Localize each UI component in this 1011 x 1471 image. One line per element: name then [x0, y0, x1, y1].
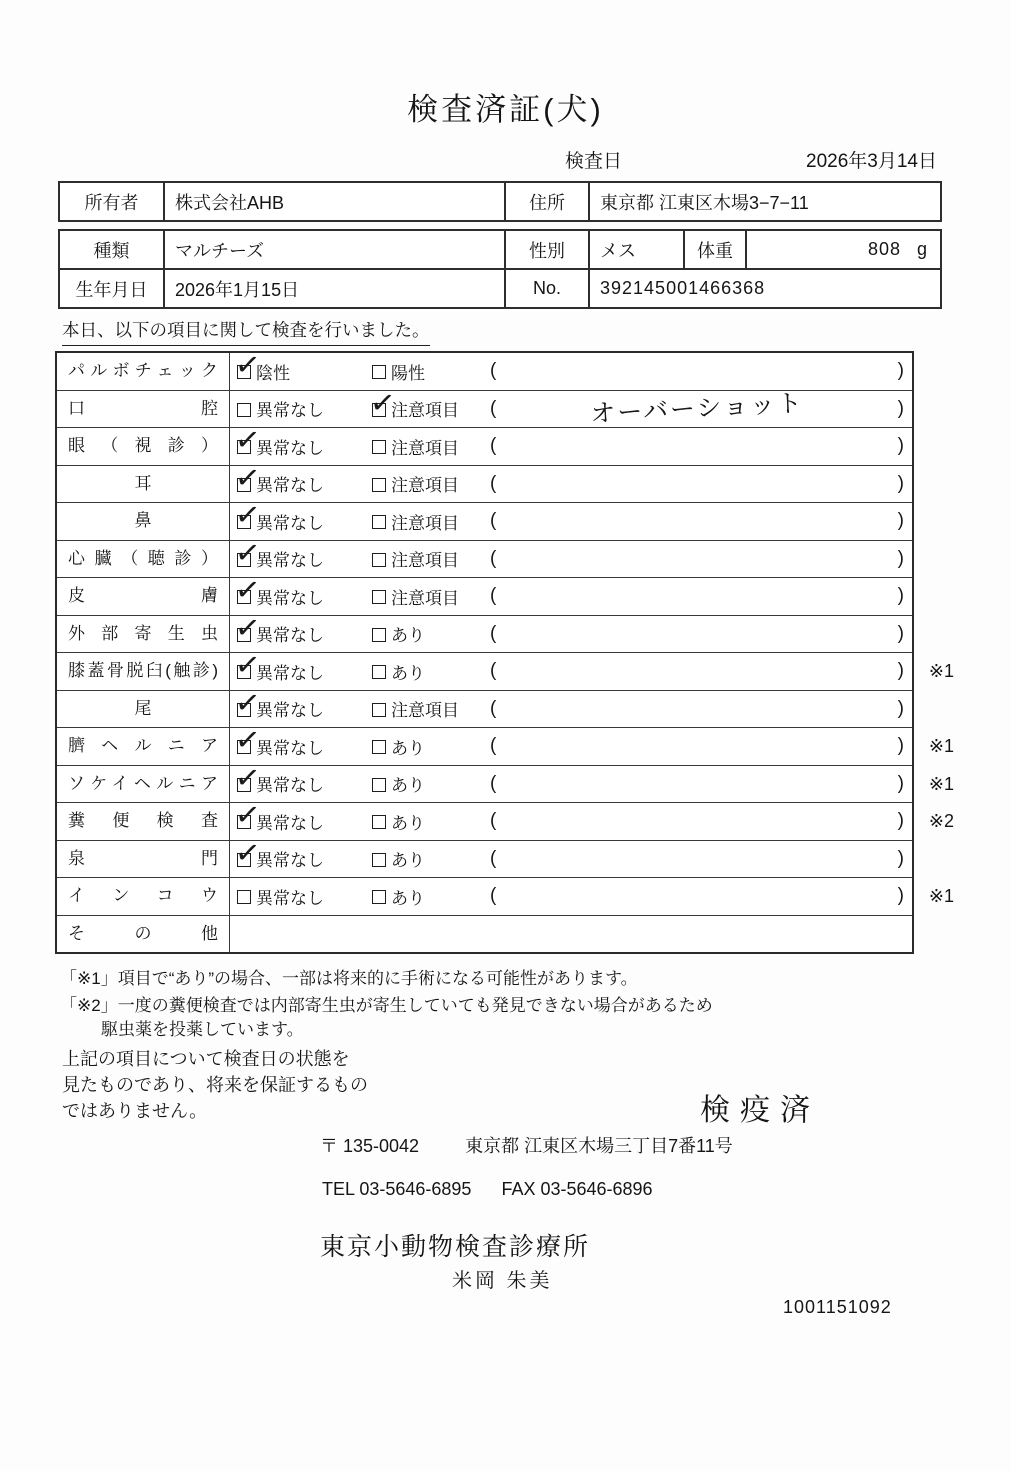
remarks-field [490, 616, 904, 653]
option-1 [233, 422, 324, 465]
address-value: 東京都 江東区木場3−7−11 [600, 192, 809, 213]
item-label: 糞便検査 [57, 803, 230, 840]
paren-close: ) [897, 735, 904, 757]
checkbox-icon [233, 647, 263, 684]
option-label: 異常なし [256, 476, 324, 496]
item-result-area [230, 916, 912, 953]
paren-close: ) [897, 547, 904, 569]
owner-table [58, 181, 942, 222]
option-1 [233, 647, 324, 690]
option-1 [233, 797, 324, 840]
option-label: 異常なし [256, 776, 324, 796]
item-label: パルボチェック [57, 353, 230, 390]
checkbox-icon [233, 797, 263, 834]
option-2 [372, 803, 425, 840]
checklist-row [57, 385, 912, 429]
item-result-area [230, 535, 912, 578]
check-mark: ✓ [368, 385, 398, 422]
breed-label: 種類 [60, 231, 165, 268]
paren-close: ) [897, 397, 904, 419]
check-mark: ✓ [233, 460, 263, 497]
checklist-row [57, 835, 912, 879]
sex-label: 性別 [506, 231, 590, 268]
page-title: 検査済証(犬) [407, 92, 604, 127]
option-1 [233, 497, 324, 540]
disclaimer-line: 上記の項目について検査日の状態を [62, 1049, 350, 1069]
option-label: 異常なし [256, 588, 324, 608]
checkbox-icon [233, 835, 263, 872]
paren-open: ( [490, 585, 497, 607]
option-1 [233, 760, 324, 803]
clinic-address: 東京都 江東区木場三丁目7番11号 [465, 1136, 733, 1156]
remarks-field [490, 766, 904, 803]
birth-label: 生年月日 [60, 270, 165, 307]
option-label: 異常なし [256, 663, 324, 683]
option-1 [233, 610, 324, 653]
no-label: No. [506, 270, 590, 307]
checkbox-icon [372, 853, 386, 867]
option-2 [372, 691, 459, 728]
item-result-area [230, 497, 912, 540]
paren-open: ( [490, 772, 497, 794]
remarks-field [490, 428, 904, 465]
remarks-field [490, 653, 904, 690]
paren-open: ( [490, 472, 497, 494]
paren-open: ( [490, 660, 497, 682]
clinic-contact-row [322, 1179, 653, 1200]
option-label: 注意項目 [391, 701, 459, 721]
paren-close: ) [897, 697, 904, 719]
clinic-fax: FAX 03-5646-6896 [501, 1179, 653, 1199]
checkbox-icon [233, 497, 263, 534]
check-mark: ✓ [233, 647, 263, 684]
checkbox-icon [233, 535, 263, 572]
checklist-row [57, 760, 954, 804]
option-label: 注意項目 [391, 513, 459, 533]
option-label: あり [391, 888, 425, 908]
option-label: 異常なし [256, 851, 324, 871]
option-label: あり [391, 663, 425, 683]
remarks-field [490, 728, 904, 765]
option-label: 注意項目 [391, 551, 459, 571]
weight-value [747, 231, 940, 268]
checkbox-icon [233, 722, 263, 759]
item-result-area [230, 878, 912, 915]
option-2 [372, 353, 425, 390]
checkbox-icon [372, 740, 386, 754]
item-label: インコウ [57, 878, 230, 915]
item-label: 膝蓋骨脱臼(触診) [57, 653, 230, 690]
weight-number: 808 [867, 239, 901, 259]
item-label: 口腔 [57, 391, 230, 428]
checkbox-icon [372, 778, 386, 792]
footnote-mark: ※2 [928, 811, 954, 831]
option-2 [372, 616, 425, 653]
option-1 [237, 878, 324, 915]
disclaimer-line: ではありません。 [62, 1101, 208, 1121]
item-result-area [230, 685, 912, 728]
checkbox-icon [233, 760, 263, 797]
item-result-area [230, 460, 912, 503]
checklist-row [57, 497, 912, 541]
item-label: 耳 [57, 466, 230, 503]
item-result-area [230, 647, 912, 690]
checklist-row [57, 685, 912, 729]
checkbox-icon [233, 685, 263, 722]
checkbox-icon [372, 703, 386, 717]
checkbox-icon [233, 422, 263, 459]
item-result-area [230, 797, 912, 840]
option-2 [372, 766, 425, 803]
option-label: 注意項目 [391, 588, 459, 608]
clinic-tel: TEL 03-5646-6895 [322, 1179, 472, 1199]
footnote-2-continued: 駆虫薬を投薬しています。 [101, 1020, 304, 1039]
check-mark: ✓ [233, 347, 263, 384]
option-label: 注意項目 [391, 438, 459, 458]
paren-close: ) [897, 435, 904, 457]
option-label: 陽性 [391, 363, 425, 383]
checkbox-icon [372, 628, 386, 642]
paren-open: ( [490, 547, 497, 569]
footnote-mark: ※1 [928, 661, 954, 681]
check-mark: ✓ [233, 610, 263, 647]
checklist-table [55, 347, 954, 954]
option-2 [372, 578, 459, 615]
inspection-date [565, 146, 937, 173]
item-label: 心臓（聴診） [57, 541, 230, 578]
item-result-area [230, 572, 912, 615]
checkbox-icon [372, 515, 386, 529]
option-label: 陰性 [256, 363, 290, 383]
option-2 [372, 541, 459, 578]
address-label: 住所 [506, 183, 590, 220]
paren-close: ) [897, 885, 904, 907]
option-label: あり [391, 851, 425, 871]
option-2 [372, 728, 425, 765]
checklist-row [57, 535, 912, 579]
checklist-row [57, 916, 912, 953]
option-label: あり [391, 626, 425, 646]
paren-open: ( [490, 397, 497, 419]
paren-open: ( [490, 697, 497, 719]
paren-open: ( [490, 810, 497, 832]
option-label: 異常なし [256, 626, 324, 646]
option-2 [372, 878, 425, 915]
checkbox-icon [233, 572, 263, 609]
remarks-field [490, 841, 904, 878]
option-2 [372, 428, 459, 465]
item-label: 尾 [57, 691, 230, 728]
remarks-field [490, 578, 904, 615]
option-label: 異常なし [256, 401, 324, 421]
paren-open: ( [490, 360, 497, 382]
option-label: 異常なし [256, 438, 324, 458]
inspection-date-label: 検査日 [565, 151, 623, 172]
birth-value: 2026年1月15日 [165, 270, 506, 307]
checkbox-icon [233, 610, 263, 647]
checklist-row [57, 722, 954, 766]
option-1 [233, 535, 324, 578]
item-label: 皮膚 [57, 578, 230, 615]
option-2 [372, 466, 459, 503]
paren-close: ) [897, 510, 904, 532]
remarks-field [490, 466, 904, 503]
paren-close: ) [897, 622, 904, 644]
checkbox-icon [372, 890, 386, 904]
intro-text: 本日、以下の項目に関して検査を行いました。 [62, 317, 430, 346]
item-label: 臍ヘルニア [57, 728, 230, 765]
check-mark: ✓ [233, 722, 263, 759]
option-1 [233, 685, 324, 728]
checklist-row [57, 460, 912, 504]
footnote-2: 「※2」一度の糞便検査では内部寄生虫が寄生していても発見できない場合があるため [60, 996, 713, 1015]
paren-close: ) [897, 847, 904, 869]
option-label: 異常なし [256, 738, 324, 758]
item-label: その他 [57, 916, 230, 953]
option-label: 注意項目 [391, 401, 459, 421]
paren-open: ( [490, 510, 497, 532]
footnote-1: 「※1」項目で“あり”の場合、一部は将来的に手術になる可能性があります。 [60, 969, 638, 988]
disclaimer-line: 見たものであり、将来を保証するもの [62, 1075, 368, 1095]
paren-close: ) [897, 472, 904, 494]
checkbox-icon [372, 365, 386, 379]
paren-open: ( [490, 847, 497, 869]
paren-open: ( [490, 735, 497, 757]
checkbox-icon [372, 478, 386, 492]
option-2 [372, 841, 425, 878]
examiner-name: 米岡 朱美 [452, 1270, 553, 1292]
pet-table [58, 229, 942, 309]
owner-label: 所有者 [60, 183, 165, 220]
remarks-field [490, 503, 904, 540]
item-result-area [230, 385, 912, 429]
weight-unit: g [916, 239, 927, 259]
check-mark: ✓ [233, 535, 263, 572]
checkbox-icon [237, 403, 251, 417]
disclaimer [62, 1046, 368, 1124]
option-label: 注意項目 [391, 476, 459, 496]
footnote-mark: ※1 [928, 886, 954, 906]
item-result-area [230, 835, 912, 878]
option-1 [233, 572, 324, 615]
item-result-area [230, 760, 912, 803]
clinic-address-row [320, 1132, 733, 1158]
item-label: 鼻 [57, 503, 230, 540]
option-1 [233, 347, 290, 390]
owner-value: 株式会社AHB [165, 183, 506, 220]
checklist-row [57, 572, 912, 616]
option-1 [233, 460, 324, 503]
check-mark: ✓ [233, 685, 263, 722]
footnote-mark: ※1 [928, 773, 954, 794]
clinic-name: 東京小動物検査診療所 [320, 1233, 591, 1261]
option-1 [233, 722, 324, 765]
option-label: 異常なし [256, 888, 324, 908]
remarks-field [490, 803, 904, 840]
remarks-field [490, 541, 904, 578]
check-mark: ✓ [233, 835, 263, 872]
check-mark: ✓ [233, 797, 263, 834]
weight-label: 体重 [685, 231, 747, 268]
postal-code: 〒 135-0042 [320, 1136, 420, 1156]
paren-open: ( [490, 885, 497, 907]
checkbox-icon [233, 347, 263, 384]
checkbox-icon [237, 890, 251, 904]
checkbox-icon [372, 440, 386, 454]
checklist-row [57, 878, 954, 916]
paren-open: ( [490, 435, 497, 457]
paren-close: ) [897, 810, 904, 832]
paren-open: ( [490, 622, 497, 644]
sex-value: メス [590, 231, 685, 268]
option-label: あり [391, 813, 425, 833]
handwritten-note: オーバーショット [589, 389, 805, 429]
item-result-area [230, 422, 912, 465]
paren-close: ) [897, 360, 904, 382]
check-mark: ✓ [233, 760, 263, 797]
item-result-area [230, 347, 912, 390]
remarks-field [490, 353, 904, 390]
inspection-date-value: 2026年3月14日 [806, 151, 937, 172]
option-label: あり [391, 776, 425, 796]
option-label: 異常なし [256, 513, 324, 533]
paren-close: ) [897, 660, 904, 682]
check-mark: ✓ [233, 572, 263, 609]
quarantine-stamp: 検疫済 [700, 1094, 820, 1127]
option-label: 異常なし [256, 701, 324, 721]
option-2 [372, 653, 425, 690]
footnote-mark: ※1 [928, 736, 954, 756]
checkbox-icon [233, 460, 263, 497]
item-result-area [230, 610, 912, 653]
option-2 [368, 385, 459, 428]
checkbox-icon [372, 815, 386, 829]
item-label: ソケイヘルニア [57, 766, 230, 803]
checklist-row [57, 647, 954, 691]
option-2 [372, 503, 459, 540]
checkbox-icon [372, 590, 386, 604]
checkbox-icon [372, 553, 386, 567]
checkbox-icon [372, 665, 386, 679]
breed-value: マルチーズ [165, 231, 506, 268]
option-label: 異常なし [256, 551, 324, 571]
check-mark: ✓ [233, 497, 263, 534]
remarks-field [490, 691, 904, 728]
paren-close: ) [897, 772, 904, 794]
item-label: 眼（視診） [57, 428, 230, 465]
item-label: 外部寄生虫 [57, 616, 230, 653]
option-label: あり [391, 738, 425, 758]
document-serial-number: 1001151092 [783, 1297, 892, 1317]
remarks-field [490, 878, 904, 915]
option-1 [233, 835, 324, 878]
check-mark: ✓ [233, 422, 263, 459]
checklist-row [57, 610, 912, 654]
remarks-field [490, 391, 904, 428]
paren-close: ) [897, 585, 904, 607]
option-label: 異常なし [256, 813, 324, 833]
item-result-area [230, 722, 912, 765]
checkbox-icon [368, 385, 398, 422]
option-1 [237, 391, 324, 428]
checklist-row [57, 422, 912, 466]
item-label: 泉門 [57, 841, 230, 878]
no-value: 392145001466368 [600, 278, 766, 298]
checklist-row [57, 797, 954, 841]
